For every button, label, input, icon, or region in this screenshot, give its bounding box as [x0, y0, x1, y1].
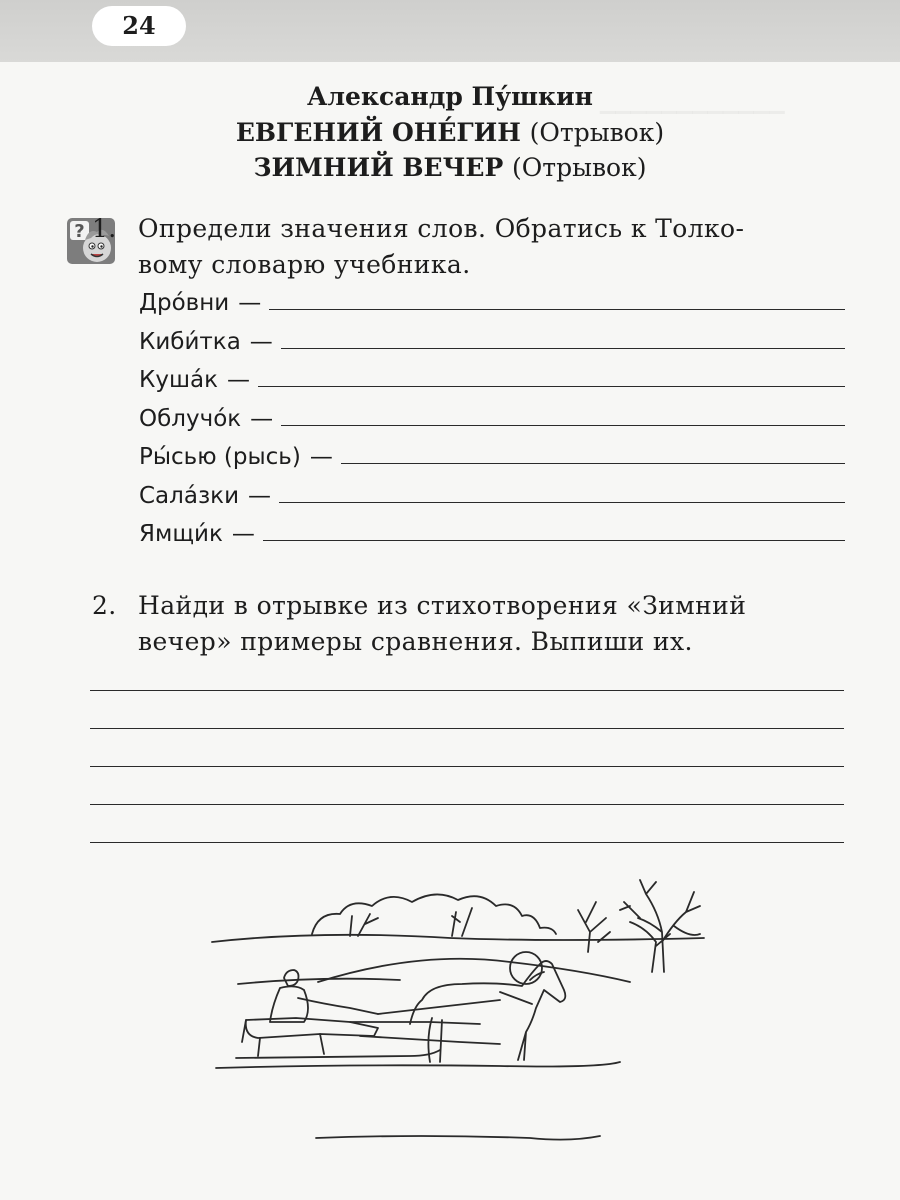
- answer-line[interactable]: [90, 842, 844, 843]
- dash: —: [250, 405, 274, 432]
- vocab-word: Облучо́к: [139, 405, 242, 432]
- task-2: [92, 588, 848, 660]
- title-sub: (Отрывок): [529, 118, 665, 147]
- vocab-word: Ямщи́к: [139, 521, 223, 547]
- answer-line[interactable]: [90, 804, 844, 805]
- task-1: [92, 211, 848, 283]
- title-main: ЗИМНИЙ ВЕЧЕР: [253, 153, 504, 182]
- vocab-word: Куша́к: [139, 367, 218, 393]
- page-number: 24: [92, 6, 186, 46]
- title-evgeny-onegin: [0, 118, 900, 147]
- vocab-word: Дро́вни: [139, 290, 230, 316]
- vocab-row: [139, 483, 849, 522]
- vocab-word: Сала́зки: [139, 482, 240, 509]
- task-text-line: вому словарю учебника.: [138, 250, 471, 279]
- task-number: 1.: [92, 214, 117, 243]
- vocab-row: [139, 329, 849, 368]
- answer-line[interactable]: [258, 370, 845, 387]
- task-text-line: Найди в отрывке из стихотворения «Зимний: [138, 591, 747, 620]
- dash: —: [248, 482, 272, 509]
- task-number: 2.: [92, 591, 117, 620]
- dash: —: [226, 367, 250, 393]
- title-winter-evening: [0, 153, 900, 182]
- answer-line[interactable]: [90, 766, 844, 767]
- answer-line[interactable]: [263, 524, 845, 541]
- vocab-row: [139, 290, 849, 329]
- vocab-row: [139, 521, 849, 560]
- answer-line[interactable]: [269, 293, 845, 310]
- dash: —: [309, 444, 333, 470]
- vocab-word: Ры́сью (рысь): [139, 444, 301, 470]
- title-sub: (Отрывок): [511, 153, 647, 182]
- vocab-word: Киби́тка: [139, 328, 241, 355]
- task-text-line: Определи значения слов. Обратись к Толко-: [138, 214, 745, 243]
- horse-sleigh-winter-illustration: [200, 872, 720, 1166]
- answer-line[interactable]: [281, 409, 845, 426]
- title-main: ЕВГЕНИЙ ОНЕ́ГИН: [235, 118, 521, 147]
- svg-text:?: ?: [74, 221, 85, 242]
- dash: —: [231, 521, 255, 547]
- answer-line[interactable]: [90, 690, 844, 691]
- dash: —: [238, 290, 262, 316]
- answer-line[interactable]: [90, 728, 844, 729]
- answer-line[interactable]: [341, 447, 845, 464]
- vocab-row: [139, 406, 849, 445]
- dash: —: [249, 328, 273, 355]
- vocab-row: [139, 367, 849, 406]
- answer-line[interactable]: [281, 332, 845, 349]
- vocabulary-list: [139, 290, 849, 560]
- vocab-row: [139, 444, 849, 483]
- task-text-line: вечер» примеры сравнения. Выпиши их.: [138, 627, 693, 656]
- answer-line[interactable]: [279, 486, 845, 503]
- author-name: Александр Пу́шкин: [307, 82, 593, 111]
